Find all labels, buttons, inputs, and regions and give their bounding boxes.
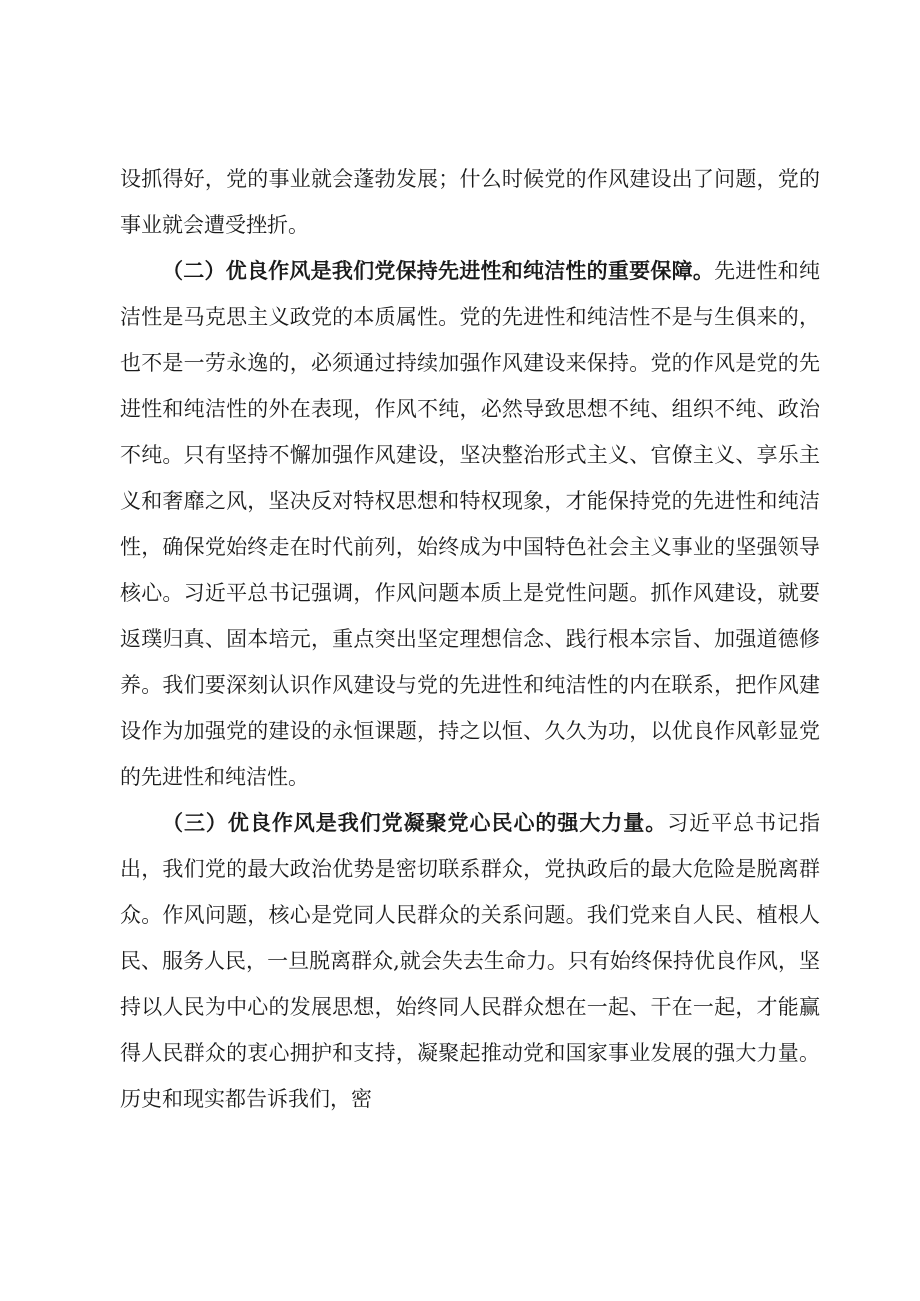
section-heading-three: （三）优良作风是我们党凝聚党心民心的强大力量。 — [162, 811, 668, 835]
document-body — [120, 156, 820, 1122]
paragraph-text: 习近平总书记指出，我们党的最大政治优势是密切联系群众，党执政后的最大危险是脱离群众。作风问题，核心是党同人民群众的关系问题。我们党来自人民、植根人民、服务人民，一旦脱离群众,就会失去生命力。只有始终保持优良作风，坚持以人民为中心的发展思想，始终同人民群众想在一起、干在一起，才能赢得人民群众的衷心拥护和支持，凝聚起推动党和国家事业发展的强大力量。历史和现实都告诉我们，密 — [120, 811, 821, 1111]
paragraph-text: 先进性和纯洁性是马克思主义政党的本质属性。党的先进性和纯洁性不是与生俱来的，也不是一劳永逸的，必须通过持续加强作风建设来保持。党的作风是党的先进性和纯洁性的外在表现，作风不纯，必然导致思想不纯、组织不纯、政治不纯。只有坚持不懈加强作风建设，坚决整治形式主义、官僚主义、享乐主义和奢靡之风，坚决反对特权思想和特权现象，才能保持党的先进性和纯洁性，确保党始终走在时代前列，始终成为中国特色社会主义事业的坚强领导核心。习近平总书记强调，作风问题本质上是党性问题。抓作风建设，就要返璞归真、固本培元，重点突出坚定理想信念、践行根本宗旨、加强道德修养。我们要深刻认识作风建设与党的先进性和纯洁性的内在联系，把作风建设作为加强党的建设的永恒课题，持之以恒、久久为功，以优良作风彰显党的先进性和纯洁性。 — [120, 259, 821, 789]
paragraph-section-two — [120, 248, 820, 800]
paragraph-section-three — [120, 800, 820, 1122]
paragraph-continuation — [120, 156, 820, 248]
paragraph-text: 设抓得好，党的事业就会蓬勃发展；什么时候党的作风建设出了问题，党的事业就会遭受挫折。 — [120, 167, 820, 237]
section-heading-two: （二）优良作风是我们党保持先进性和纯洁性的重要保障。 — [162, 259, 715, 283]
